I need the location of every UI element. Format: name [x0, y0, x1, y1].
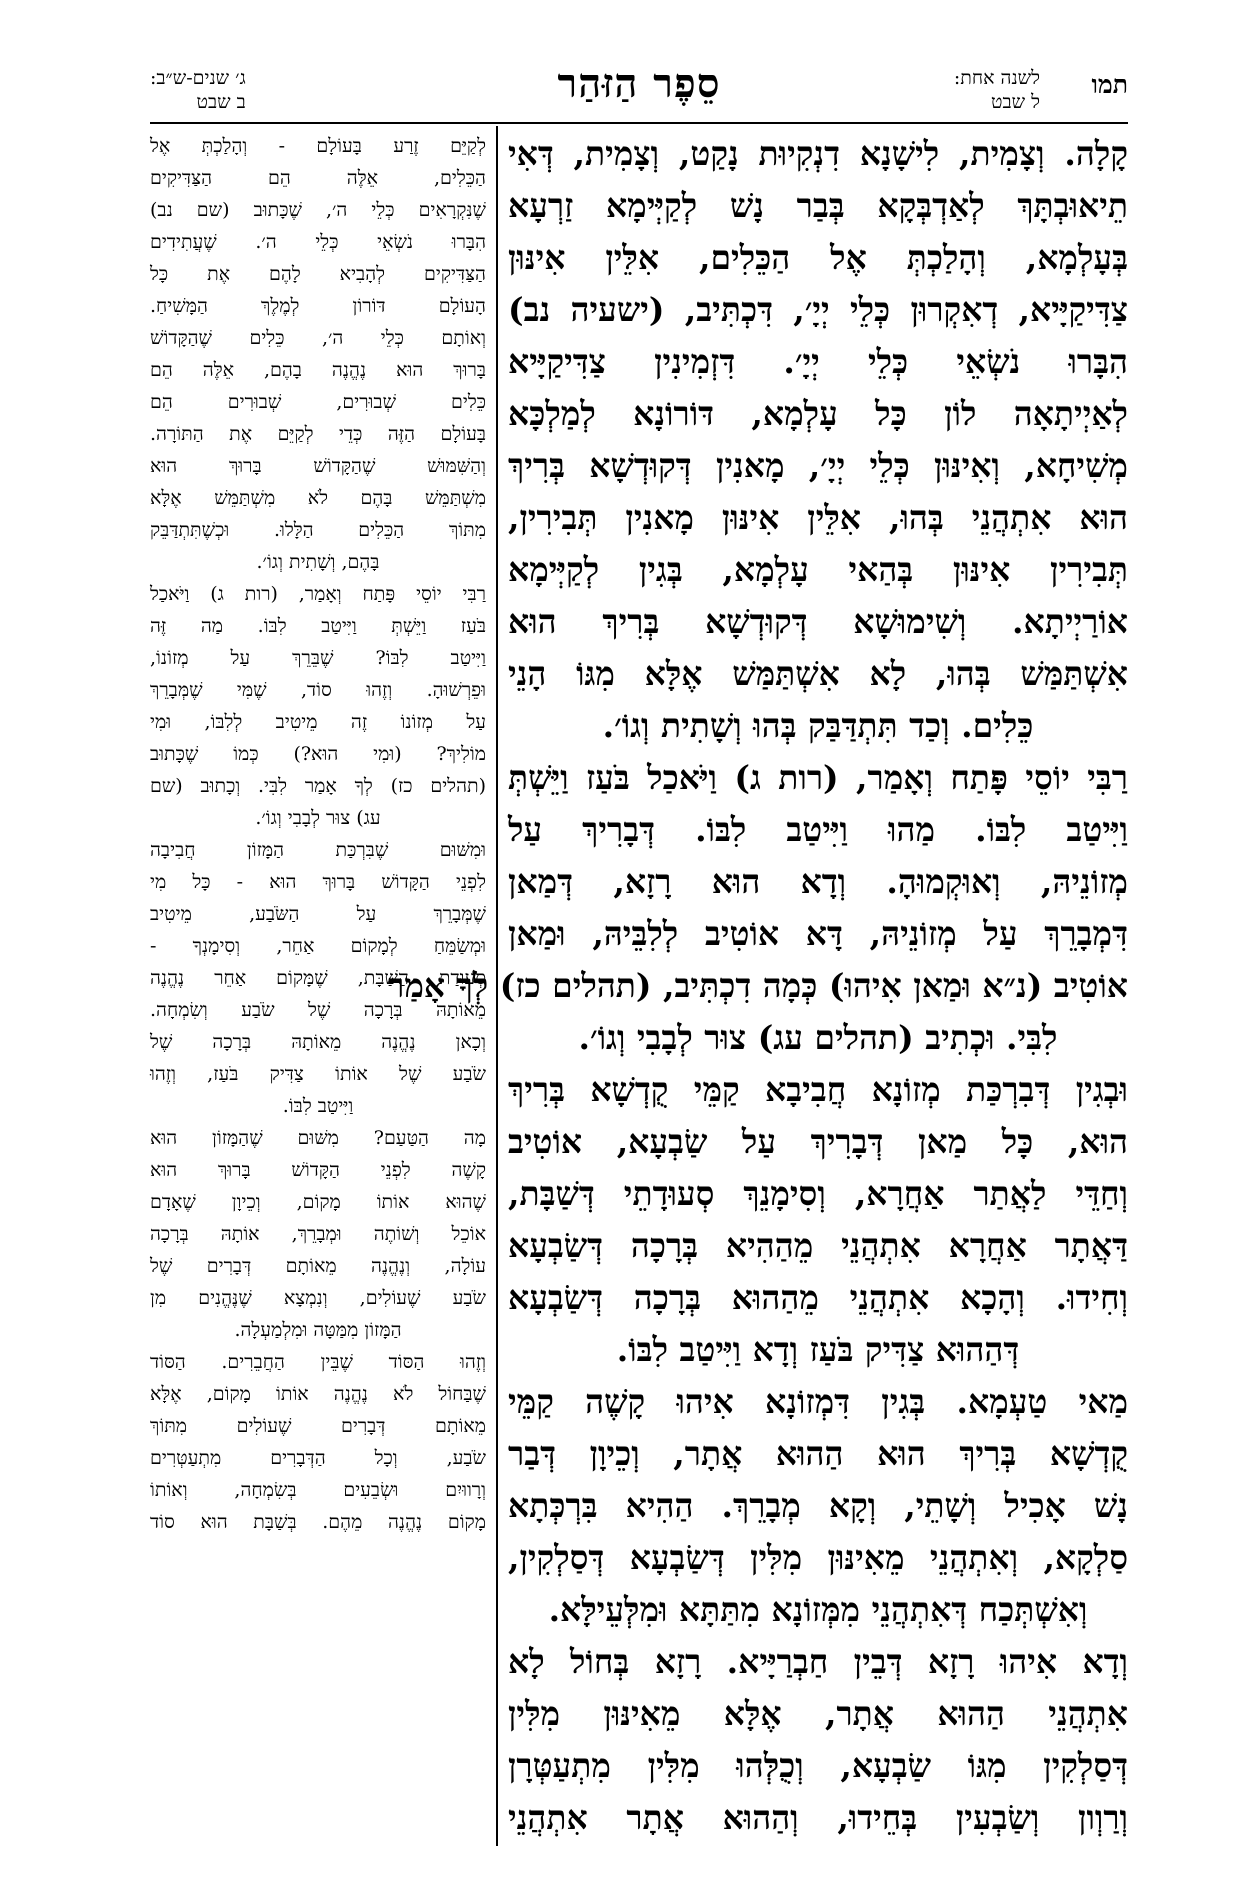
main-line: דְּסַלְקִין מִגּוֹ שַׂבְעָא, וְכֻלְּהוּ מִלִּין מִתְעַטְּרָן [508, 1746, 1128, 1785]
side-line: עג) צוּר לְבָבִי וְגוֹ׳. [255, 807, 381, 829]
side-paragraph-2 [150, 578, 486, 834]
schedule-one-year-label: לשנה אחת: [953, 67, 1040, 89]
side-line: לִפְנֵי הַקָּדוֹשׁ בָּרוּךְ הוּא - כָּל מִי [150, 871, 486, 893]
main-paragraph-5 [508, 1636, 1128, 1844]
side-paragraph-1 [150, 130, 486, 578]
main-line: רַבִּי יוֹסֵי פָּתַח וְאָמַר, (רות ג) וַיֹּאכַל בֹּעַז וַיֵּשְׁתְּ [508, 758, 1128, 797]
side-line: וְכָאן נֶהֱנֶה מֵאוֹתָהּ בְּרָכָה שֶׁל [150, 1031, 486, 1053]
side-paragraph-5 [150, 1346, 486, 1538]
main-line: וְחַדֵּי לַאֲתַר אַחֲרָא, וְסִימָנֵךְ סְעוּדָתֵי דְּשַׁבָּת, [508, 1174, 1128, 1213]
side-line: שֹׂבַע שֶׁעוֹלִים, וְנִמְצָא שֶׁנֶּהֱנִים מִן [150, 1287, 486, 1309]
main-paragraph-1 [508, 128, 1128, 752]
side-line: (תהלים כז) לְךָ אָמַר לִבִּי. וְכָתוּב (שם [150, 775, 486, 797]
main-line: נָשׁ אָכִיל וְשָׁתֵי, וְקָא מְבָרֵךְ. הַהִיא בִּרְכְּתָא [508, 1486, 1128, 1525]
schedule-one-year-date: ל שבט [990, 91, 1040, 113]
book-title: סֵפֶר הַזּהַר [557, 60, 721, 107]
side-line: וְזֶהוּ הַסּוֹד שֶׁבֵּין הַחֲבֵרִים. הַסּוֹד [150, 1351, 486, 1373]
side-line: אוֹכֵל וְשׁוֹתֶה וּמְבָרֵךְ, אוֹתָהּ בְּרָכָה [150, 1223, 486, 1245]
main-line: צַדִּיקַיָּיא, דְאִקְרוּן כְּלֵי יְיָ׳, דִּכְתִּיב, (ישעיה נב) [508, 290, 1128, 329]
main-line: דַּאֲתָר אַחֲרָא אִתְהֲנֵי מֵהַהִיא בְּרָכָה דְּשַׂבְעָא [508, 1226, 1128, 1265]
side-line: וְהַשִּׁמּוּשׁ שֶׁהַקָּדוֹשׁ בָּרוּךְ הוּא [150, 455, 486, 477]
main-line: תֵיאוּבְתָּךְ לְאַדְבְּקָא בְּבַר נָשׁ לְקַיְּימָא זַרְעָא [508, 186, 1128, 225]
side-line: מִשְׁתַּמֵּשׁ בָּהֶם לֹא מִשְׁתַּמֵּשׁ אֶלָּא [150, 487, 486, 509]
side-line: הַכֵּלִים, אֵלֶּה הֵם הַצַּדִּיקִים [150, 167, 486, 189]
side-paragraph-4 [150, 1122, 486, 1346]
main-line: מַאי טַעְמָא. בְּגִין דִּמְזוֹנָא אִיהוּ קָשֶׁה קַמֵּי [508, 1382, 1128, 1421]
side-line: מָה הַטַּעַם? מִשּׁוּם שֶׁהַמָּזוֹן הוּא [150, 1127, 486, 1149]
side-line: וּפֵרְשׁוּהָ. וְזֶהוּ סוֹד, שֶׁמִּי שֶׁמְּבָרֵךְ [150, 679, 486, 701]
main-line: דִּמְבָרֵךְ עַל מְזוֹנֵיהּ, דָּא אוֹטִיב לְלִבֵּיהּ, וּמַאן [508, 914, 1128, 953]
side-line: כֵּלִים שְׁבוּרִים, שְׁבוּרִים הֵם [150, 391, 486, 413]
main-paragraph-4 [508, 1376, 1128, 1636]
side-line: הָעוֹלָם דּוֹרוֹן לְמֶלֶךְ הַמָּשִׁיחַ. [150, 295, 486, 317]
side-line: הַמָּזוֹן מִמַּטָּה וּמִלְמַעְלָה. [234, 1319, 402, 1341]
main-line: וְאִשְׁתְּכַח דְּאִתְהֲנֵי מִמְּזוֹנָא מִתַּתָּא וּמִלְּעֵילָּא. [548, 1590, 1088, 1629]
main-line: קֻדְשָׁא בְּרִיךְ הוּא הַהוּא אֲתָר, וְכֵיוָן דְּבַר [508, 1434, 1128, 1473]
main-line: אִשְׁתַּמַּשׁ בְּהוּ, לָא אִשְׁתַּמַּשׁ אֶלָּא מִגּוֹ הָנֵי [508, 654, 1128, 693]
side-line: עַל מְזוֹנוֹ זֶה מֵיטִיב לְלִבּוֹ, וּמִי [150, 711, 486, 733]
page-number: תמו [1091, 70, 1128, 99]
main-line: כֵּלִים. וְכַד תִּתְדַּבַּק בְּהוּ וְשָׁתִית וְגוֹ׳. [602, 706, 1034, 745]
page-header [150, 58, 1128, 120]
side-line: לְקַיֵּם זֶרַע בָּעוֹלָם - וְהָלַכְתְּ אֶל [150, 135, 486, 157]
schedule-three-years [150, 66, 246, 114]
side-line: מָקוֹם נֶהֱנֶה מֵהֶם. בְּשַׁבָּת הוּא סוֹד [150, 1511, 486, 1533]
side-line: וַיִּיטַב לִבּוֹ? שֶׁבֵּרֵךְ עַל מְזוֹנוֹ, [150, 647, 486, 669]
side-line: בָּהֶם, וְשָׁתִית וְגוֹ׳. [256, 551, 380, 573]
side-line: שֶׁמְּבָרֵךְ עַל הַשֹּׂבַע, מֵיטִיב [150, 903, 486, 925]
side-line: בֹּעַז וַיֵּשְׁתְּ וַיִּיטַב לִבּוֹ. מַה זֶּה [150, 615, 486, 637]
main-line: מְזוֹנֵיהּ, וְאוּקְמוּהָ. וְדָא הוּא רָזָא, דְּמַאן [508, 862, 1128, 901]
side-line: מֵאוֹתָם דְּבָרִים שֶׁעוֹלִים מִתּוֹךְ [150, 1415, 486, 1437]
main-line: אִתְהֲנֵי הַהוּא אֲתָר, אֶלָּא מֵאִינּוּן מִלִּין [508, 1694, 1128, 1733]
side-line: שֹׂבַע, וְכָל הַדְּבָרִים מִתְעַטְּרִים [150, 1447, 486, 1469]
side-line: מֵאוֹתָהּ בְּרָכָה שֶׁל שֹׂבַע וְשִׂמְחָה. [150, 999, 486, 1021]
main-line: לְאַיְיתָאָה לוֹן כָּל עָלְמָא, דּוֹרוֹנָא לְמַלְכָּא [508, 394, 1128, 433]
side-line: רַבִּי יוֹסֵי פָּתַח וְאָמַר, (רות ג) וַיֹּאכַל [150, 583, 486, 605]
side-line: וַיִּיטַב לִבּוֹ. [282, 1095, 354, 1117]
main-line: וּבְגִין דְּבִרְכַּת מְזוֹנָא חֲבִיבָא קַמֵּי קֻדְשָׁא בְּרִיךְ [508, 1070, 1128, 1109]
main-line: אוֹטִיב (נ״א וּמַאן אִיהוּ) כְּמָה דִכְתִּיב, (תהלים כז) לְךָ אָמַר [388, 966, 1128, 1005]
side-line: שֹׂבַע שֶׁל אוֹתוֹ צַדִּיק בֹּעַז, וְזֶהוּ [150, 1063, 486, 1085]
side-line: הִבָּרוּ נֹשְׂאֵי כְּלֵי ה׳. שֶׁעֲתִידִים [150, 231, 486, 253]
main-line: לִבִּי. וּכְתִיב (תהלים עג) צוּר לְבָבִי וְגוֹ׳. [578, 1018, 1058, 1057]
main-line: תְּבִירִין אִינּוּן בְּהַאי עָלְמָא, בְּגִין לְקַיְּימָא [508, 550, 1128, 589]
main-line: וְחִידוּ. וְהָכָא אִתְהֲנֵי מֵהַהוּא בְּרָכָה דְּשַׂבְעָא [508, 1278, 1128, 1317]
side-line: קָשֶׁה לִפְנֵי הַקָּדוֹשׁ בָּרוּךְ הוּא [150, 1159, 486, 1181]
side-line: וּמְשַׂמֵּחַ לְמָקוֹם אַחֵר, וְסִימָנְךָ - [150, 935, 486, 957]
main-line: אוֹרַיְיתָא. וְשִׁימוּשָׁא דְּקוּדְשָׁא בְּרִיךְ הוּא [508, 602, 1128, 641]
side-line: עוֹלָה, וְנֶהֱנֶה מֵאוֹתָם דְּבָרִים שֶׁל [150, 1255, 486, 1277]
main-paragraph-2 [388, 752, 1128, 1064]
side-line: מוֹלִיךְ? (וּמִי הוּא?) כְּמוֹ שֶׁכָּתוּב [150, 743, 486, 765]
main-line: הוּא אִתְהֲנֵי בְּהוּ, אִלֵּין אִינּוּן מָאנִין תְּבִירִין, [508, 498, 1128, 537]
schedule-three-years-date: ב שבט [196, 91, 246, 113]
side-line: הַצַּדִּיקִים לְהָבִיא לָהֶם אֶת כָּל [150, 263, 486, 285]
side-line: סְעוּדַת הַשַּׁבָּת, שֶׁמָּקוֹם אַחֵר נֶהֱנֶה [150, 967, 486, 989]
side-line: שֶׁהוּא אוֹתוֹ מָקוֹם, וְכֵיוָן שֶׁאָדָם [150, 1191, 486, 1213]
side-line: וּמִשּׁוּם שֶׁבִּרְכַּת הַמָּזוֹן חֲבִיבָה [150, 839, 486, 861]
main-line: קָלָה. וְצָמִית, לִישָׁנָא דִנְקִיוּת נָקַט, וְצָמִית, דְּאִי [508, 134, 1128, 173]
main-line: דְּהַהוּא צַדִּיק בֹּעַז וְדָא וַיִּיטַב לִבּוֹ. [616, 1330, 1020, 1369]
side-line: וְרָווּיִם וּשְׂבֵעִים בְּשִׂמְחָה, וְאוֹתוֹ [150, 1479, 486, 1501]
side-line: בָּעוֹלָם הַזֶּה כְּדֵי לְקַיֵּם אֶת הַתּוֹרָה. [150, 423, 486, 445]
side-line: וְאוֹתָם כְּלֵי ה׳, כֵּלִים שֶׁהַקָּדוֹשׁ [150, 327, 486, 349]
main-line: הִבָּרוּ נֹשְׂאֵי כְּלֵי יְיָ׳. דִּזְמִינִין צַדִּיקַיָּיא [508, 342, 1128, 381]
header-rule [150, 122, 1128, 124]
schedule-three-years-label: ג׳ שנים-ש״ב: [150, 67, 246, 89]
side-line: שֶׁבַּחוֹל לֹא נֶהֱנֶה אוֹתוֹ מָקוֹם, אֶלָּא [150, 1383, 486, 1405]
main-line: מְשִׁיחָא, וְאִינּוּן כְּלֵי יְיָ׳, מָאנִין דְּקוּדְשָׁא בְּרִיךְ [508, 446, 1128, 485]
main-line: וְרַוְון וְשַׂבְעִין בְּחֵידוּ, וְהַהוּא אֲתָר אִתְהֲנֵי [508, 1798, 1128, 1837]
main-line: וַיִּיטַב לִבּוֹ. מַהוּ וַיִּיטַב לִבּוֹ. דְּבָרִיךְ עַל [508, 810, 1128, 849]
main-line: וְדָא אִיהוּ רָזָא דְּבֵין חַבְרַיָּיא. רָזָא בְּחוֹל לָא [508, 1642, 1128, 1681]
main-line: בְּעָלְמָא, וְהָלַכְתְּ אֶל הַכֵּלִים, אִלֵּין אִינּוּן [508, 238, 1128, 277]
main-line: סַלְקָא, וְאִתְהֲנֵי מֵאִינּוּן מִלִּין דְּשַׂבְעָא דְּסַלְקִין, [508, 1538, 1128, 1577]
translation-column [150, 130, 486, 1850]
side-paragraph-3 [150, 834, 486, 1122]
main-text-column [388, 128, 1128, 1848]
main-paragraph-3 [508, 1064, 1128, 1376]
side-line: שֶׁנִּקְרָאִים כְּלֵי ה׳, שֶׁכָּתוּב (שם נב) [150, 199, 486, 221]
main-line: הוּא, כָּל מַאן דְּבָרִיךְ עַל שַׂבְעָא, אוֹטִיב [508, 1122, 1128, 1161]
side-line: בָּרוּךְ הוּא נֶהֱנֶה בָהֶם, אֵלֶּה הֵם [150, 359, 486, 381]
side-line: מִתּוֹךְ הַכֵּלִים הַלָּלוּ. וּכְשֶׁתִּתְדַּבֵּק [150, 519, 486, 541]
